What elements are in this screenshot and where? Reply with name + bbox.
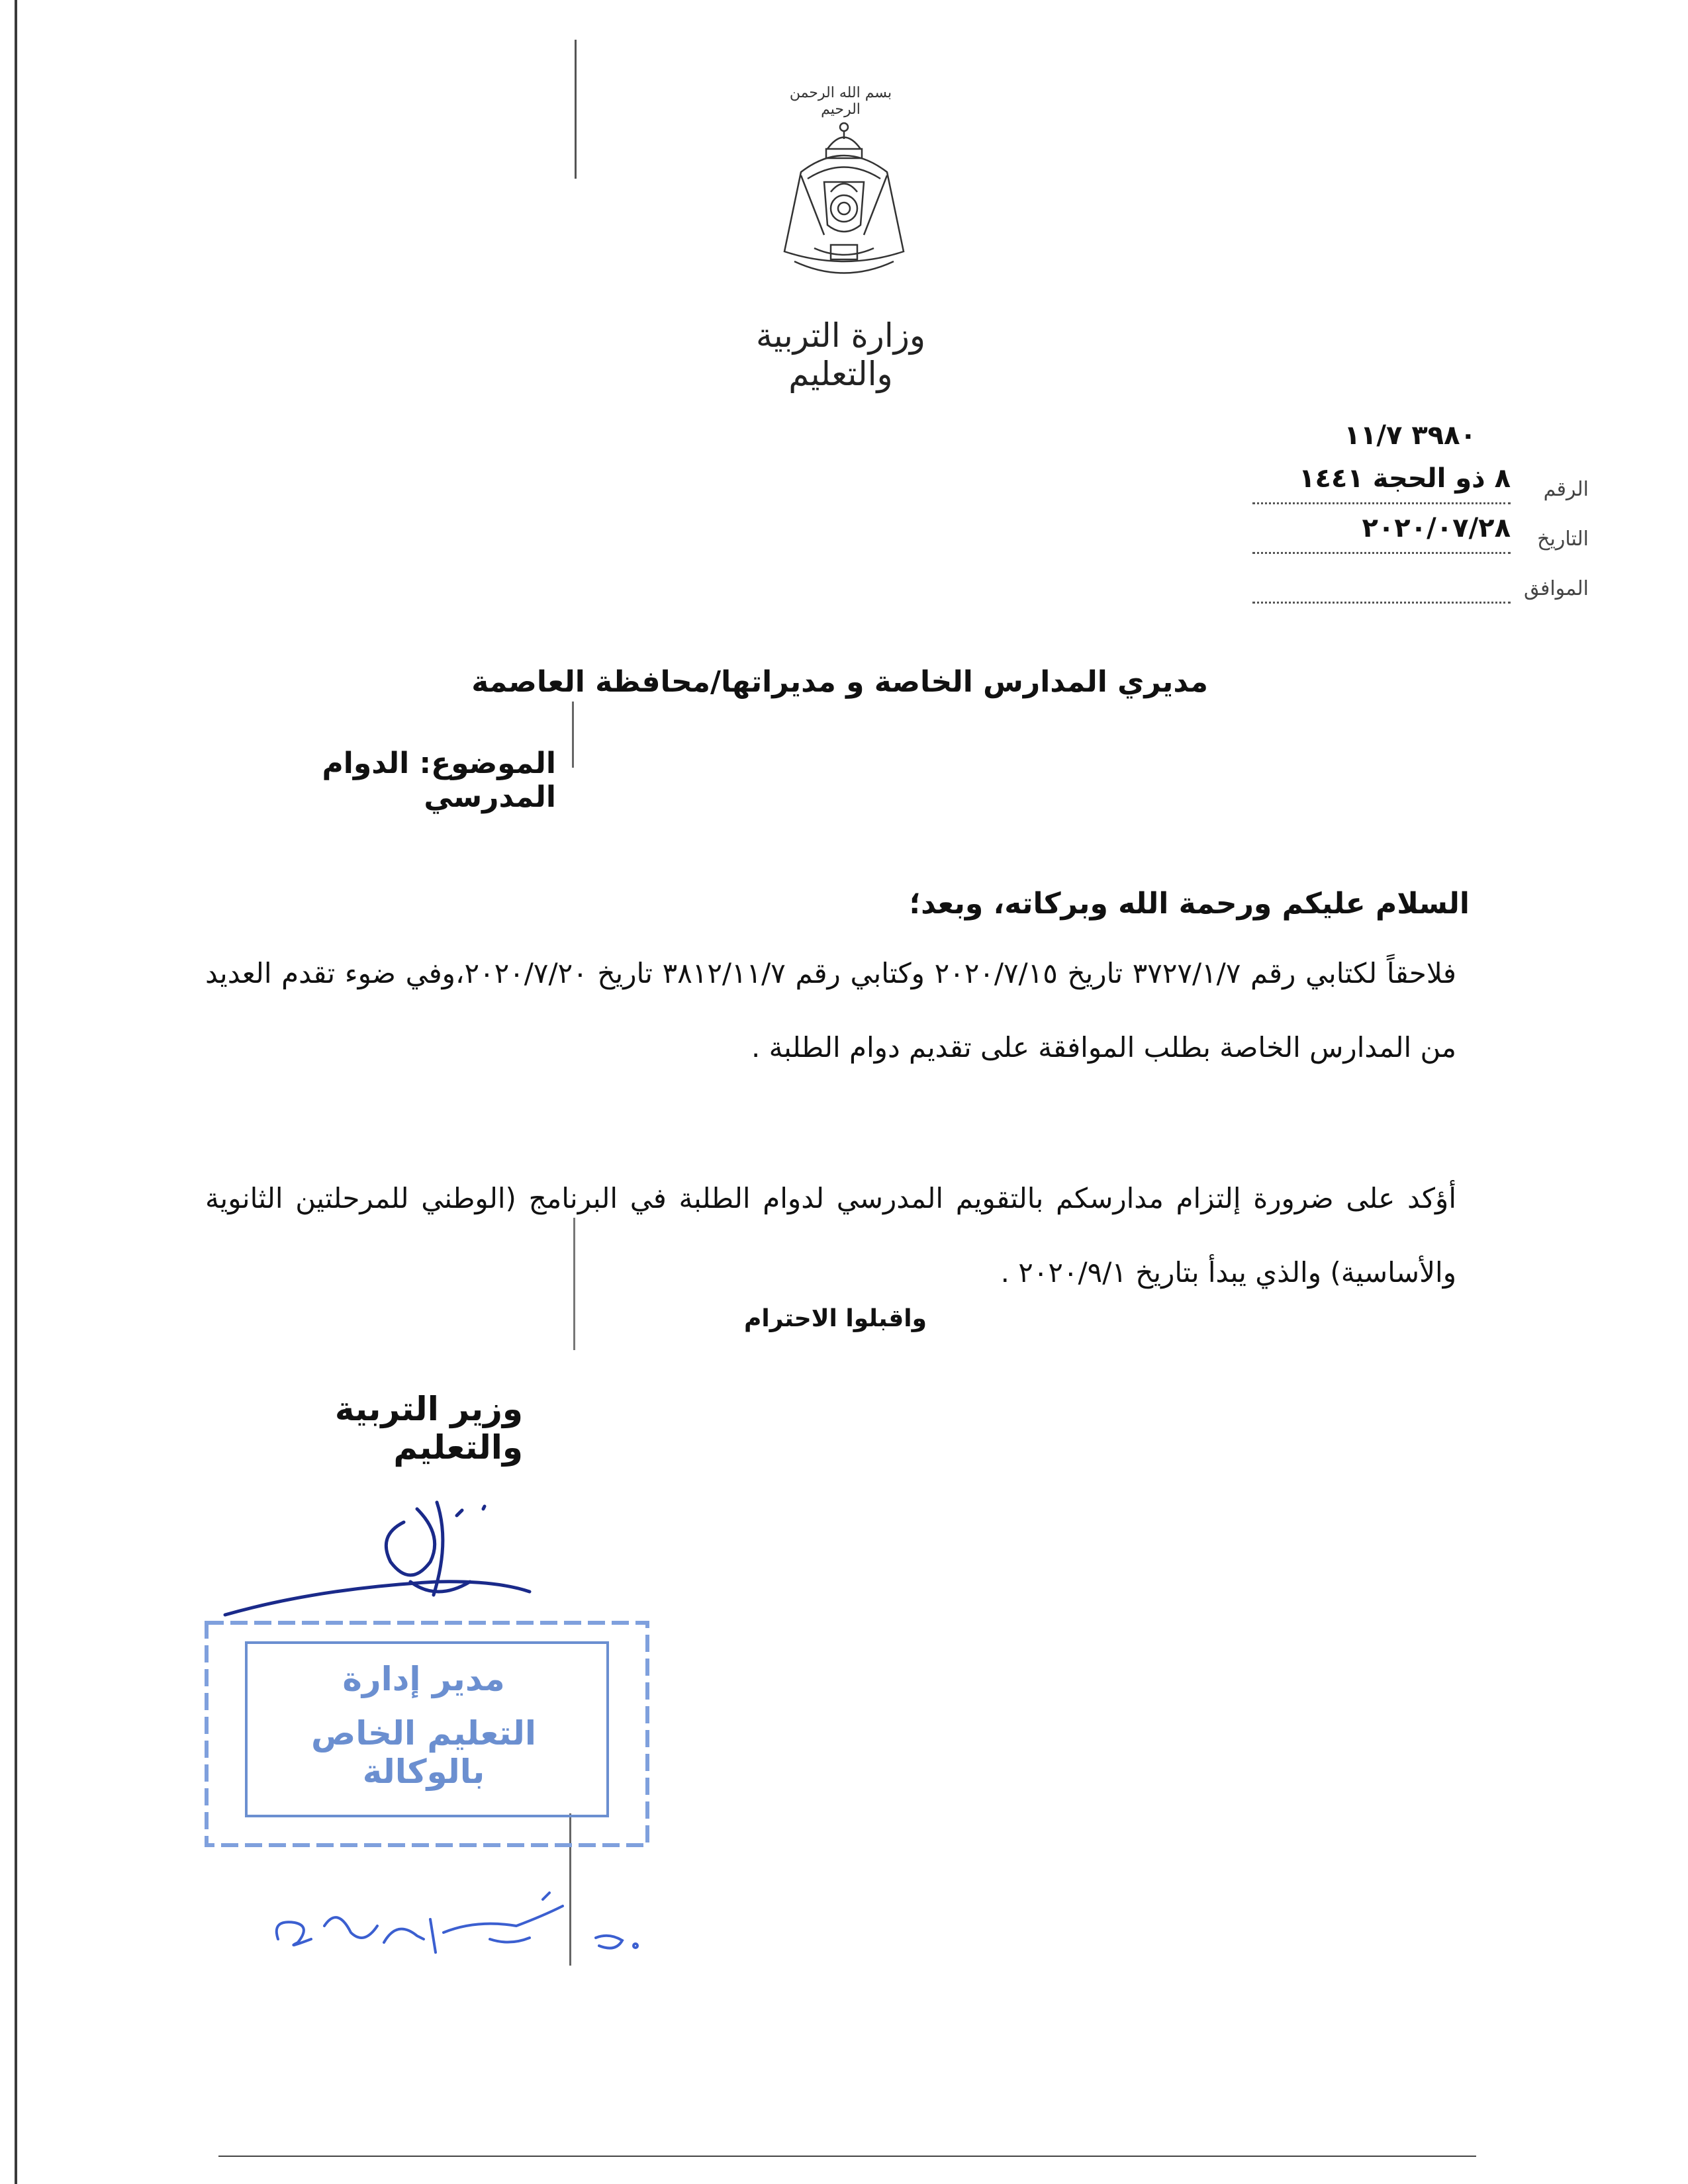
fold-mark [572, 702, 574, 768]
gregorian-date: ٢٠٢٠/٠٧/٢٨ [1362, 513, 1511, 543]
stamp-text: التعليم الخاص بالوكالة [311, 1714, 536, 1791]
paragraph: فلاحقاً لكتابي رقم ٣٧٢٧/١/٧ تاريخ ٢٠٢٠/٧/١٥ وكتابي رقم ٣٨١٢/١١/٧ تاريخ ٢٠٢٠/٧/٢٠،وفي ضوء تقدم العديد من المدارس الخاصة بطلب الموافقة على تقديم دوام الطلبة . [205, 957, 1456, 1064]
footer-rule [218, 2156, 1476, 2157]
ref-label-corresponding: الموافق [1523, 577, 1589, 600]
reference-number: ٣٩٨٠ ١١/٧ [1344, 420, 1476, 451]
handwritten-name-signature [265, 1880, 649, 1966]
fold-mark [575, 40, 577, 179]
ref-label-date: التاريخ [1537, 527, 1589, 551]
dotted-line [1252, 552, 1511, 554]
ref-row-number [1192, 463, 1589, 511]
signature-icon [218, 1482, 642, 1628]
ref-row-corresponding [1192, 577, 1589, 610]
closing-phrase: واقبلوا الاحترام [743, 1305, 927, 1332]
dotted-line [1252, 502, 1511, 504]
subject-line: الموضوع: الدوام المدرسي [322, 747, 556, 814]
signatory-title: وزير التربية والتعليم [334, 1390, 523, 1467]
ref-label-number: الرقم [1543, 478, 1589, 501]
stamp-text: مدير إدارة [342, 1660, 505, 1698]
addressee: مديري المدارس الخاصة و مديراتها/محافظة العاصمة [471, 665, 1208, 699]
ref-row-date [1192, 513, 1589, 561]
dotted-line [1252, 602, 1511, 604]
hijri-date: ٨ ذو الحجة ١٤٤١ [1299, 463, 1511, 494]
paragraph: أؤكد على ضرورة إلتزام مدارسكم بالتقويم المدرسي لدوام الطلبة في البرنامج (الوطني للمرحلتين الثانوية والأساسية) والذي يبدأ بتاريخ ٢٠٢٠/٩/١ . [205, 1182, 1456, 1289]
coat-of-arms-icon [761, 113, 927, 288]
scan-edge-line [15, 0, 17, 2184]
basmala: بسم الله الرحمن الرحيم [789, 85, 892, 118]
greeting: السلام عليكم ورحمة الله وبركاته، وبعد؛ [909, 887, 1470, 921]
ministry-name: وزارة التربية والتعليم [755, 316, 926, 393]
